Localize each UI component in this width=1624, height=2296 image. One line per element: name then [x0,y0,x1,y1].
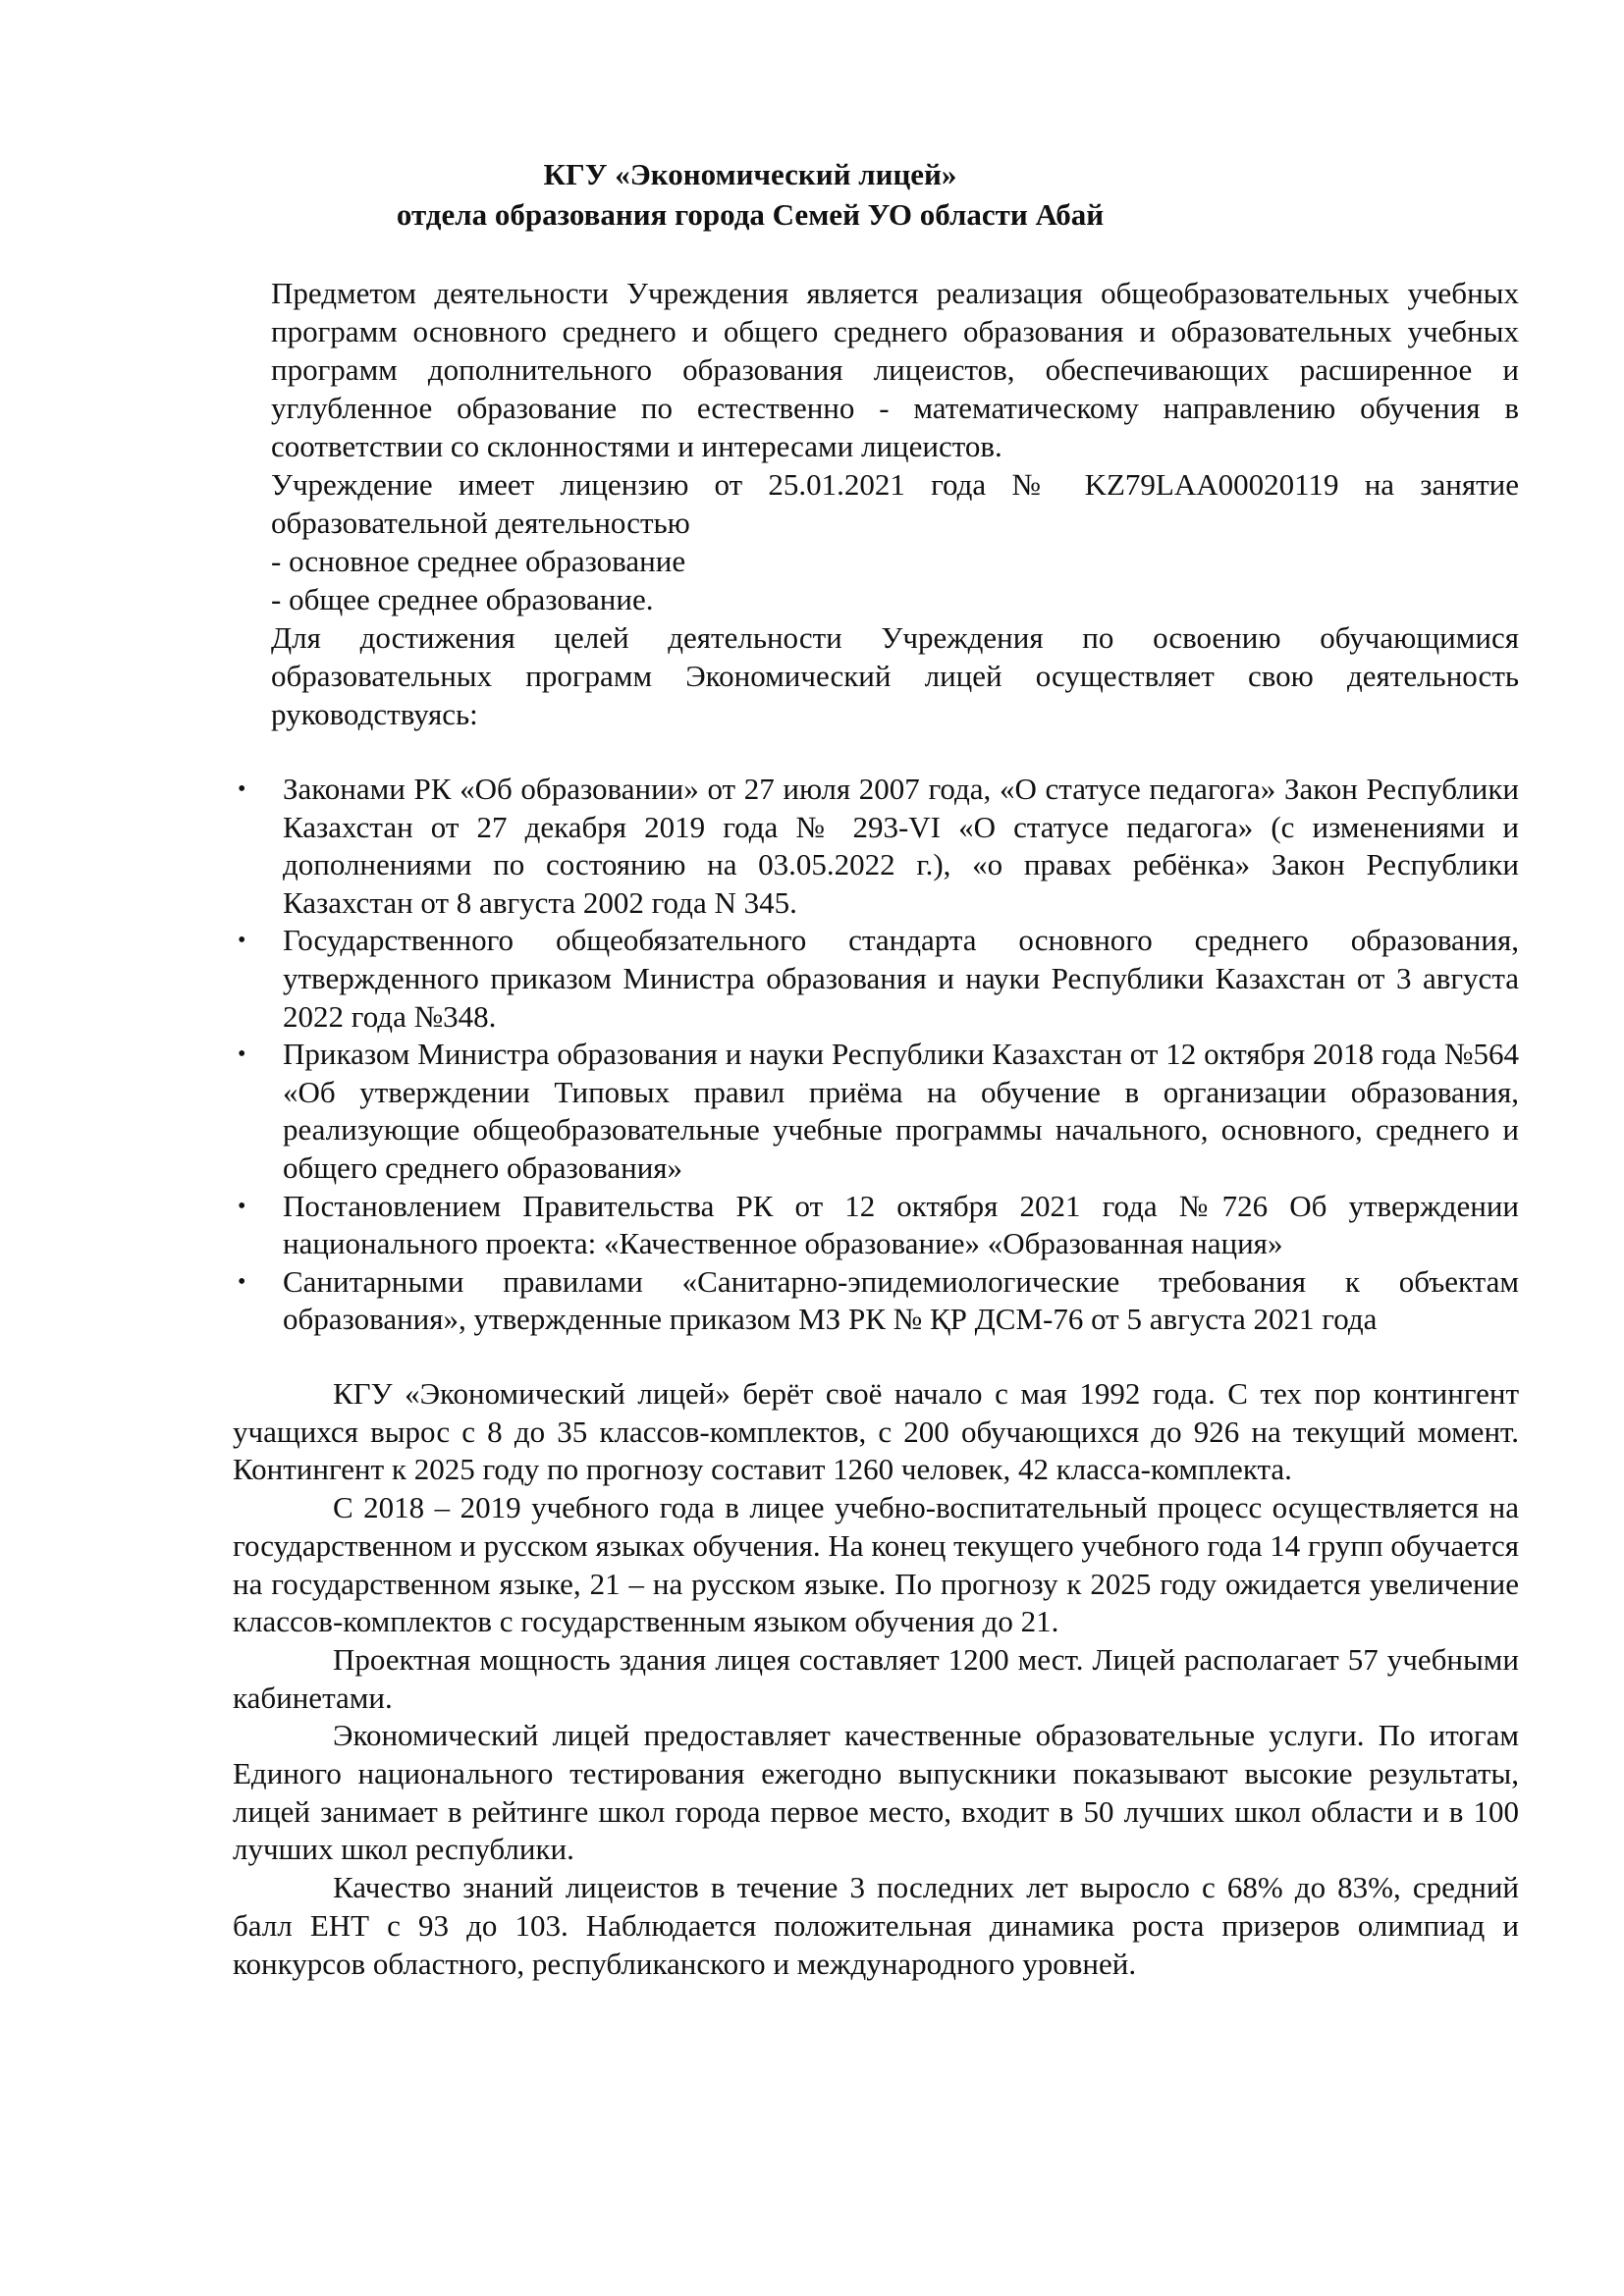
history-section [233,1375,1519,1983]
history-paragraph: КГУ «Экономический лицей» берёт своё начало с мая 1992 года. С тех пор контингент учащихся вырос с 8 до 35 классов-комплектов, с 200 обучающихся до 926 на текущий момент. Контингент к 2025 году по прогнозу составит 1260 человек, 42 класса-комплекта. [233,1376,1519,1487]
intro-section [271,274,1519,733]
goals-paragraph: Для достижения целей деятельности Учреждения по освоению обучающимися образовательных программ Экономический лицей осуществляет свою деятельность руководствуясь: [271,620,1519,731]
list-item-text: Законами РК «Об образовании» от 27 июля 2007 года, «О статусе педагога» Закон Республики Казахстан от 27 декабря 2019 года № 293-VI «О статусе педагога» (с изменениями и дополнениями по состоянию на 03.05.2022 г.), «о правах ребёнка» Закон Республики Казахстан от 8 августа 2002 года N 345. [283,772,1519,920]
bullet-icon: • [238,1041,246,1068]
list-item [238,1263,1519,1339]
bullet-icon: • [238,776,246,802]
list-item [238,771,1519,922]
quality-paragraph: Экономический лицей предоставляет качественные образовательные услуги. По итогам Единого национального тестирования ежегодно выпускники показывают высокие результаты, лицей занимает в рейтинге школ города первое место, входит в 50 лучших школ области и в 100 лучших школ республики. [233,1718,1519,1867]
regulations-list [238,771,1519,1339]
list-item-text: Санитарными правилами «Санитарно-эпидемиологические требования к объектам образования», утвержденные приказом МЗ РК № ҚР ДСМ-76 от 5 августа 2021 года [283,1263,1519,1337]
activity-paragraph: Предметом деятельности Учреждения является реализация общеобразовательных учебных программ основного среднего и общего среднего образования и образовательных учебных программ дополнительного образования лицеистов, обеспечивающих расширенное и углубленное образование по естественно - математическому направлению обучения в соответствии со склонностями и интересами лицеистов. [271,276,1519,463]
languages-paragraph: С 2018 – 2019 учебного года в лицее учебно-воспитательный процесс осуществляется на государственном и русском языках обучения. На конец текущего учебного года 14 групп обучается на государственном языке, 21 – на русском языке. По прогнозу к 2025 году ожидается увеличение классов-комплектов с государственным языком обучения до 21. [233,1490,1519,1639]
list-item [238,1188,1519,1263]
title-line-1: КГУ «Экономический лицей» [543,157,957,191]
document-title [233,154,1268,235]
list-item-text: Постановлением Правительства РК от 12 октября 2021 года №726 Об утверждении национального проекта: «Качественное образование» «Образованная нация» [283,1188,1519,1261]
list-item [238,922,1519,1036]
license-item: - основное среднее образование [271,544,686,578]
list-item-text: Приказом Министра образования и науки Республики Казахстан от 12 октября 2018 года №564 «Об утверждении Типовых правил приёма на обучение в организации образования, реализующие общеобразовательные учебные программы начального, основного, среднего и общего среднего образования» [283,1037,1519,1185]
bullet-icon: • [238,928,246,954]
results-paragraph: Качество знаний лицеистов в течение 3 последних лет выросло с 68% до 83%, средний балл ЕНТ с 93 до 103. Наблюдается положительная динамика роста призеров олимпиад и конкурсов областного, республиканского и международного уровней. [233,1870,1519,1981]
license-paragraph: Учреждение имеет лицензию от 25.01.2021 года № KZ79LAA00020119 на занятие образовательной деятельностью [271,467,1519,540]
capacity-paragraph: Проектная мощность здания лицея составляет 1200 мест. Лицей располагает 57 учебными кабинетами. [233,1641,1519,1715]
bullet-icon: • [238,1193,246,1219]
license-item: - общее среднее образование. [271,582,654,616]
bullet-icon: • [238,1268,246,1295]
list-item-text: Государственного общеобязательного стандарта основного среднего образования, утвержденного приказом Министра образования и науки Республики Казахстан от 3 августа 2022 года №348. [283,923,1519,1034]
title-line-2: отдела образования города Семей УО области Абай [396,197,1105,232]
list-item [238,1036,1519,1187]
